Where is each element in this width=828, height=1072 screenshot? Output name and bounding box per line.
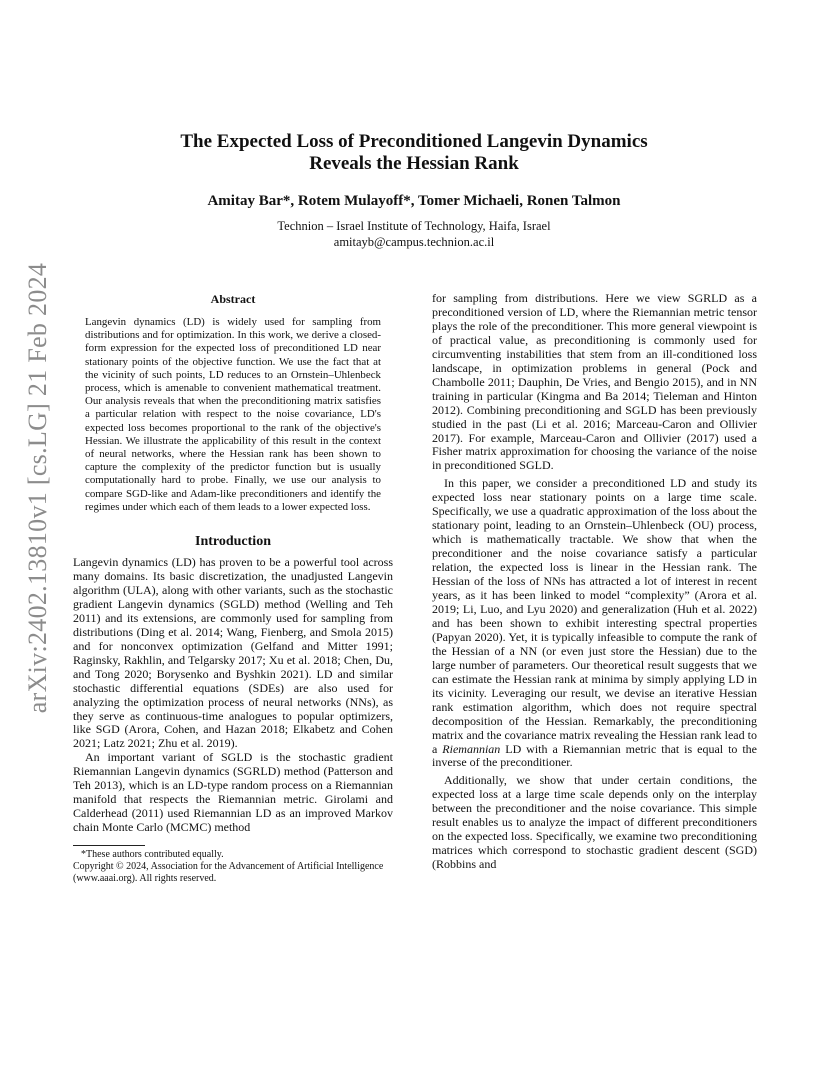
contact-email[interactable]: amitayb@campus.technion.ac.il <box>333 235 495 249</box>
right-paragraph-3: Additionally, we show that under certain conditions, the expected loss at a large time scale depends only on the interplay between the preconditioner and the noise covariance. This simple result enables us to analyze the impact of different preconditioners on the expected loss. Specifically, we examine two preconditioning matrices which correspond to stochastic gradient descent (SGD) (Robbins and <box>432 773 757 872</box>
arxiv-stamp <box>16 262 60 713</box>
affiliation-block <box>100 218 728 250</box>
footnote-copyright: Copyright © 2024, Association for the Advancement of Artificial Intelligence (www.aaai.org). All rights reserved. <box>73 861 384 885</box>
affiliation: Technion – Israel Institute of Technology, Haifa, Israel <box>277 219 551 233</box>
paper-title <box>100 131 728 175</box>
right-paragraph-1: for sampling from distributions. Here we view SGRLD as a preconditioned version of LD, where the Riemannian metric tensor plays the role of the preconditioner. This more general viewpoint is of practical value, as preconditioning is commonly used for circumventing instabilities that stem from an ill-conditioned loss landscape, in optimization problems in general (Pock and Chambolle 2011; Dauphin, De Vries, and Bengio 2015), and in NN training in particular (Kingma and Ba 2014; Tieleman and Hinton 2012). Combining preconditioning and SGLD has been previously studied in the past (Li et al. 2016; Marceau-Caron and Ollivier 2017). For example, Marceau-Caron and Ollivier (2017) used a Fisher matrix approximation for choosing the variance of the noise in preconditioned SGLD. <box>432 291 757 473</box>
intro-paragraph-2: An important variant of SGLD is the stochastic gradient Riemannian Langevin dynamics (SGRLD) method (Patterson and Teh 2013), which is an LD-type random process on a Riemannian manifold that respects the Riemannian metric. Girolami and Calderhead (2011) used Riemannian LD as an improved Markov chain Monte Carlo (MCMC) method <box>73 750 393 835</box>
footnote-divider <box>73 845 145 846</box>
right-paragraph-2-text: In this paper, we consider a preconditioned LD and study its expected loss near stationary points on a large time scale. Specifically, we use a quadratic approximation of the loss about the stationary point, leading to an Ornstein–Uhlenbeck (OU) process, which is mathematically tractable. We show that when the preconditioner and the noise covariance satisfy a particular relation, the expected loss is linear in the Hessian rank. The Hessian of the loss of NNs has attracted a lot of interest in recent years, as it has been linked to model “complexity” (Arora et al. 2019; Li, Luo, and Lyu 2020) and generalization (Huh et al. 2022) and has been shown to exhibit interesting spectral properties (Papyan 2020). Yet, it is typically infeasible to compute the rank of the Hessian of a NN (or even just store the Hessian) due to the large number of parameters. Our theoretical result suggests that we can estimate the Hessian rank at minima by simply applying LD in its vicinity. Leveraging our result, we devise an iterative Hessian rank estimation algorithm, which does not require spectral decomposition of the Hessian. Remarkably, the preconditioning matrix and the covariance matrix revealing the Hessian rank lead to a <box>432 476 757 756</box>
abstract-text: Langevin dynamics (LD) is widely used for sampling from distributions and for optimization. In this work, we derive a closed-form expression for the expected loss of preconditioned LD near stationary points of the objective function. We use the fact that at the vicinity of such points, LD reduces to an Ornstein–Uhlenbeck process, which is amenable to convenient mathematical treatment. Our analysis reveals that when the preconditioning matrix satisfies a particular relation with respect to the noise covariance, LD's expected loss becomes proportional to the rank of the objective's Hessian. We illustrate the applicability of this result in the context of neural networks, where the Hessian rank has been shown to capture the complexity of the predictor function but is usually computationally hard to probe. Finally, we use our analysis to compare SGD-like and Adam-like preconditioners and identify the regimes under which each of them leads to a lower expected loss. <box>85 316 381 513</box>
title-line-2: Reveals the Hessian Rank <box>309 153 519 174</box>
left-column <box>73 292 393 885</box>
right-paragraph-2-end: LD with a Riemannian metric that is equal to the inverse of the preconditioner. <box>432 741 758 770</box>
title-line-1: The Expected Loss of Preconditioned Langevin Dynamics <box>180 131 648 152</box>
arxiv-identifier[interactable]: arXiv:2402.13810v1 [cs.LG] 21 Feb 2024 <box>23 262 52 713</box>
riemannian-emphasis: Riemannian <box>442 741 501 756</box>
footnote-equal-contribution: *These authors contributed equally. <box>81 849 224 861</box>
author-list: Amitay Bar*, Rotem Mulayoff*, Tomer Michaeli, Ronen Talmon <box>207 193 621 209</box>
right-paragraph-2 <box>432 477 757 770</box>
right-column <box>432 292 757 872</box>
introduction-heading: Introduction <box>195 534 271 550</box>
abstract-heading: Abstract <box>210 292 256 306</box>
intro-paragraph-1: Langevin dynamics (LD) has proven to be a powerful tool across many domains. Its basic discretization, the unadjusted Langevin algorithm (ULA), along with other variants, such as the stochastic gradient Langevin dynamics (SGLD) method (Welling and Teh 2011) and its extensions, are commonly used for sampling from distributions (Ding et al. 2014; Wang, Fienberg, and Smola 2015) and for nonconvex optimization (Gelfand and Mitter 1991; Raginsky, Rakhlin, and Telgarsky 2017; Xu et al. 2018; Chen, Du, and Tong 2020; Borysenko and Byshkin 2021). LD and similar stochastic differential equations (SDEs) are also used for analyzing the optimization process of neural networks (NNs), as they serve as continuous-time analogues to popular optimizers, like SGD (Arora, Cohen, and Hazan 2018; Elkabetz and Cohen 2021; Latz 2021; Zhu et al. 2019). <box>73 555 393 751</box>
